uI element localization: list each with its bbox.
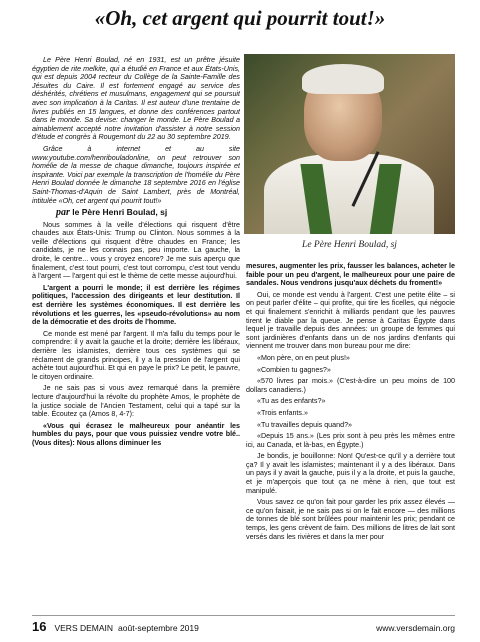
intro-paragraph: Grâce à internet et au site www.youtube.com/henribouladonline, on peut retrouver son homélie de la messe de chaque dimanche, toujours inspirée et inspirante. Voici par exemple la transcription de l'homélie du Père Henri Boulad donnée le dimanche 18 septembre 2016 en l'église Saint-Thomas-d'Aquin de Saint Lambert, près de Montréal, intitulée «Oh, cet argent qui pourrit tout!» <box>32 144 240 205</box>
article-title: «Oh, cet argent qui pourrit tout!» <box>94 6 386 30</box>
body-paragraph: Ce monde est mené par l'argent. Il m'a fallu du temps pour le comprendre: il y avait la gauche et la droite; derrière les libéraux, derrière les islamistes, derrière tous ces systèmes qui se réclament de grands principes, il y a la pression de l'argent qui achète tout aujourd'hui. Et qui en paye le prix? Le petit, le pauvre, le citoyen ordinaire. <box>32 329 240 381</box>
bible-quote-continued: mesures, augmenter les prix, fausser les balances, acheter le faible pour un peu d'argent, le malheureux pour une paire de sandales. Nous vendrons jusqu'aux déchets du froment!» <box>246 262 455 288</box>
photo-caption: Le Père Henri Boulad, sj <box>302 240 397 250</box>
dialogue-line: «Trois enfants.» <box>257 408 308 417</box>
dialogue-line: «Depuis 15 ans.» (Les prix sont à peu près les mêmes entre ici, au Canada, et là-bas, en Égypte.) <box>246 432 455 449</box>
body-paragraph: Je bondis, je bouillonne: Non! Qu'est-ce qu'il y a derrière tout ça? Il y avait les islamistes; maintenant il y a des libéraux. Dans un pays il y avait la gauche, puis il y a la droite, et puis la gauche, et je m'aperçois que tout ça ne mène à rien, que tout est manipulé. <box>246 452 455 495</box>
photo-henri-boulad <box>244 54 455 234</box>
byline <box>32 208 240 218</box>
body-paragraph: Oui, ce monde est vendu à l'argent. C'est une petite élite – si on peut parler d'élite – qui profite, qui tire les ficelles, qui négocie et qui finalement s'enrichit à milliards pendant que les pauvres tirent le diable par la queue. Je pense à Caritas Égypte dans lequel je travaille depuis des années: un groupe de femmes qui sont jardinières d'enfants dans un de nos jardins d'enfants qui viennent me trouver dans mon bureau pour me dire: <box>246 290 455 351</box>
bold-paragraph: L'argent a pourri le monde; il est derrière les régimes politiques, l'accession des dirigeants et leur destitution. Il est derrière les systèmes économiques. Il est derrière les révolutions et les guerres, les «pseudo-révolutions» au nom de la démocratie et des droits de l'homme. <box>32 283 240 327</box>
byline-par: par <box>56 207 70 219</box>
magazine-name: VERS DEMAIN <box>54 623 114 633</box>
photo-hair <box>302 64 384 94</box>
dialogue-line: «Tu travailles depuis quand?» <box>257 420 353 429</box>
body-paragraph: Nous sommes à la veille d'élections qui risquent d'être chaudes aux États-Unis: Trump ou Clinton. Nous sommes à la veille d'élections qui risquent d'être chaudes en France; les candidats, je ne les connais pas, peu importe. La gauche, la droite, le centre... vous y croyez encore? Je me suis aperçu que finalement, c'est tout pourri, c'est tout corrompu, c'est tout vendu à l'argent — l'argent qui est le thème de cette messe aujourd'hui. <box>32 220 240 281</box>
page-number: 16 <box>32 619 47 634</box>
dialogue-line: «Mon père, on en peut plus!» <box>257 353 350 362</box>
photo-robe <box>264 154 434 234</box>
website-link[interactable]: www.versdemain.org <box>376 623 455 633</box>
footer-rule <box>32 615 455 616</box>
body-paragraph: Je ne sais pas si vous avez remarqué dans la première lecture d'aujourd'hui la révolte du prophète Amos, le prophète de la justice sociale de l'Ancien Testament, celui qui a tapé sur la table. Écoutez ça (Amos 8, 4-7): <box>32 384 240 419</box>
byline-author: le Père Henri Boulad, sj <box>72 207 168 218</box>
dialogue-line: «Tu as des enfants?» <box>257 397 326 406</box>
page-footer <box>32 619 455 633</box>
dialogue-line: «570 livres par mois.» (C'est-à-dire un peu moins de 100 dollars canadiens.) <box>246 377 455 394</box>
intro-paragraph: Le Père Henri Boulad, né en 1931, est un prêtre jésuite égyptien de rite melkite, qui a étudié en France et aux États-Unis, qui est depuis 2004 recteur du Collège de la Sainte-Famille des Jésuites du Caire. Il est fortement engagé au service des déshérités, chrétiens et musulmans, engagement qui se poursuit avec son implication à la Caritas. Il est auteur d'une trentaine de livres publiés en 15 langues, et donne des conférences partout dans le monde. Sa devise: changer le monde. Le Père Boulad a aimablement accepté notre invitation d'assister à notre session d'étude et congrès à Rougemont du 22 au 30 septembre 2019. <box>32 56 240 142</box>
right-column <box>246 262 455 612</box>
body-paragraph: Vous savez ce qu'on fait pour garder les prix assez élevés — ce qu'on faisait, je ne sais pas si on le fait encore — des millions de tonnes de blé sont brûlées pour maintenir les prix; pendant ce temps, les gens crèvent de faim. Des millions de litres de lait sont versés dans les rivières et dans la mer pour <box>246 498 455 541</box>
left-column <box>32 56 240 611</box>
bible-quote: «Vous qui écrasez le malheureux pour anéantir les humbles du pays, pour que vous puissiez vendre votre blé.. (Vous dites): Nous allons diminuer les <box>32 421 240 447</box>
issue-date: août-septembre 2019 <box>118 623 199 633</box>
dialogue-line: «Combien tu gagnes?» <box>257 365 331 374</box>
